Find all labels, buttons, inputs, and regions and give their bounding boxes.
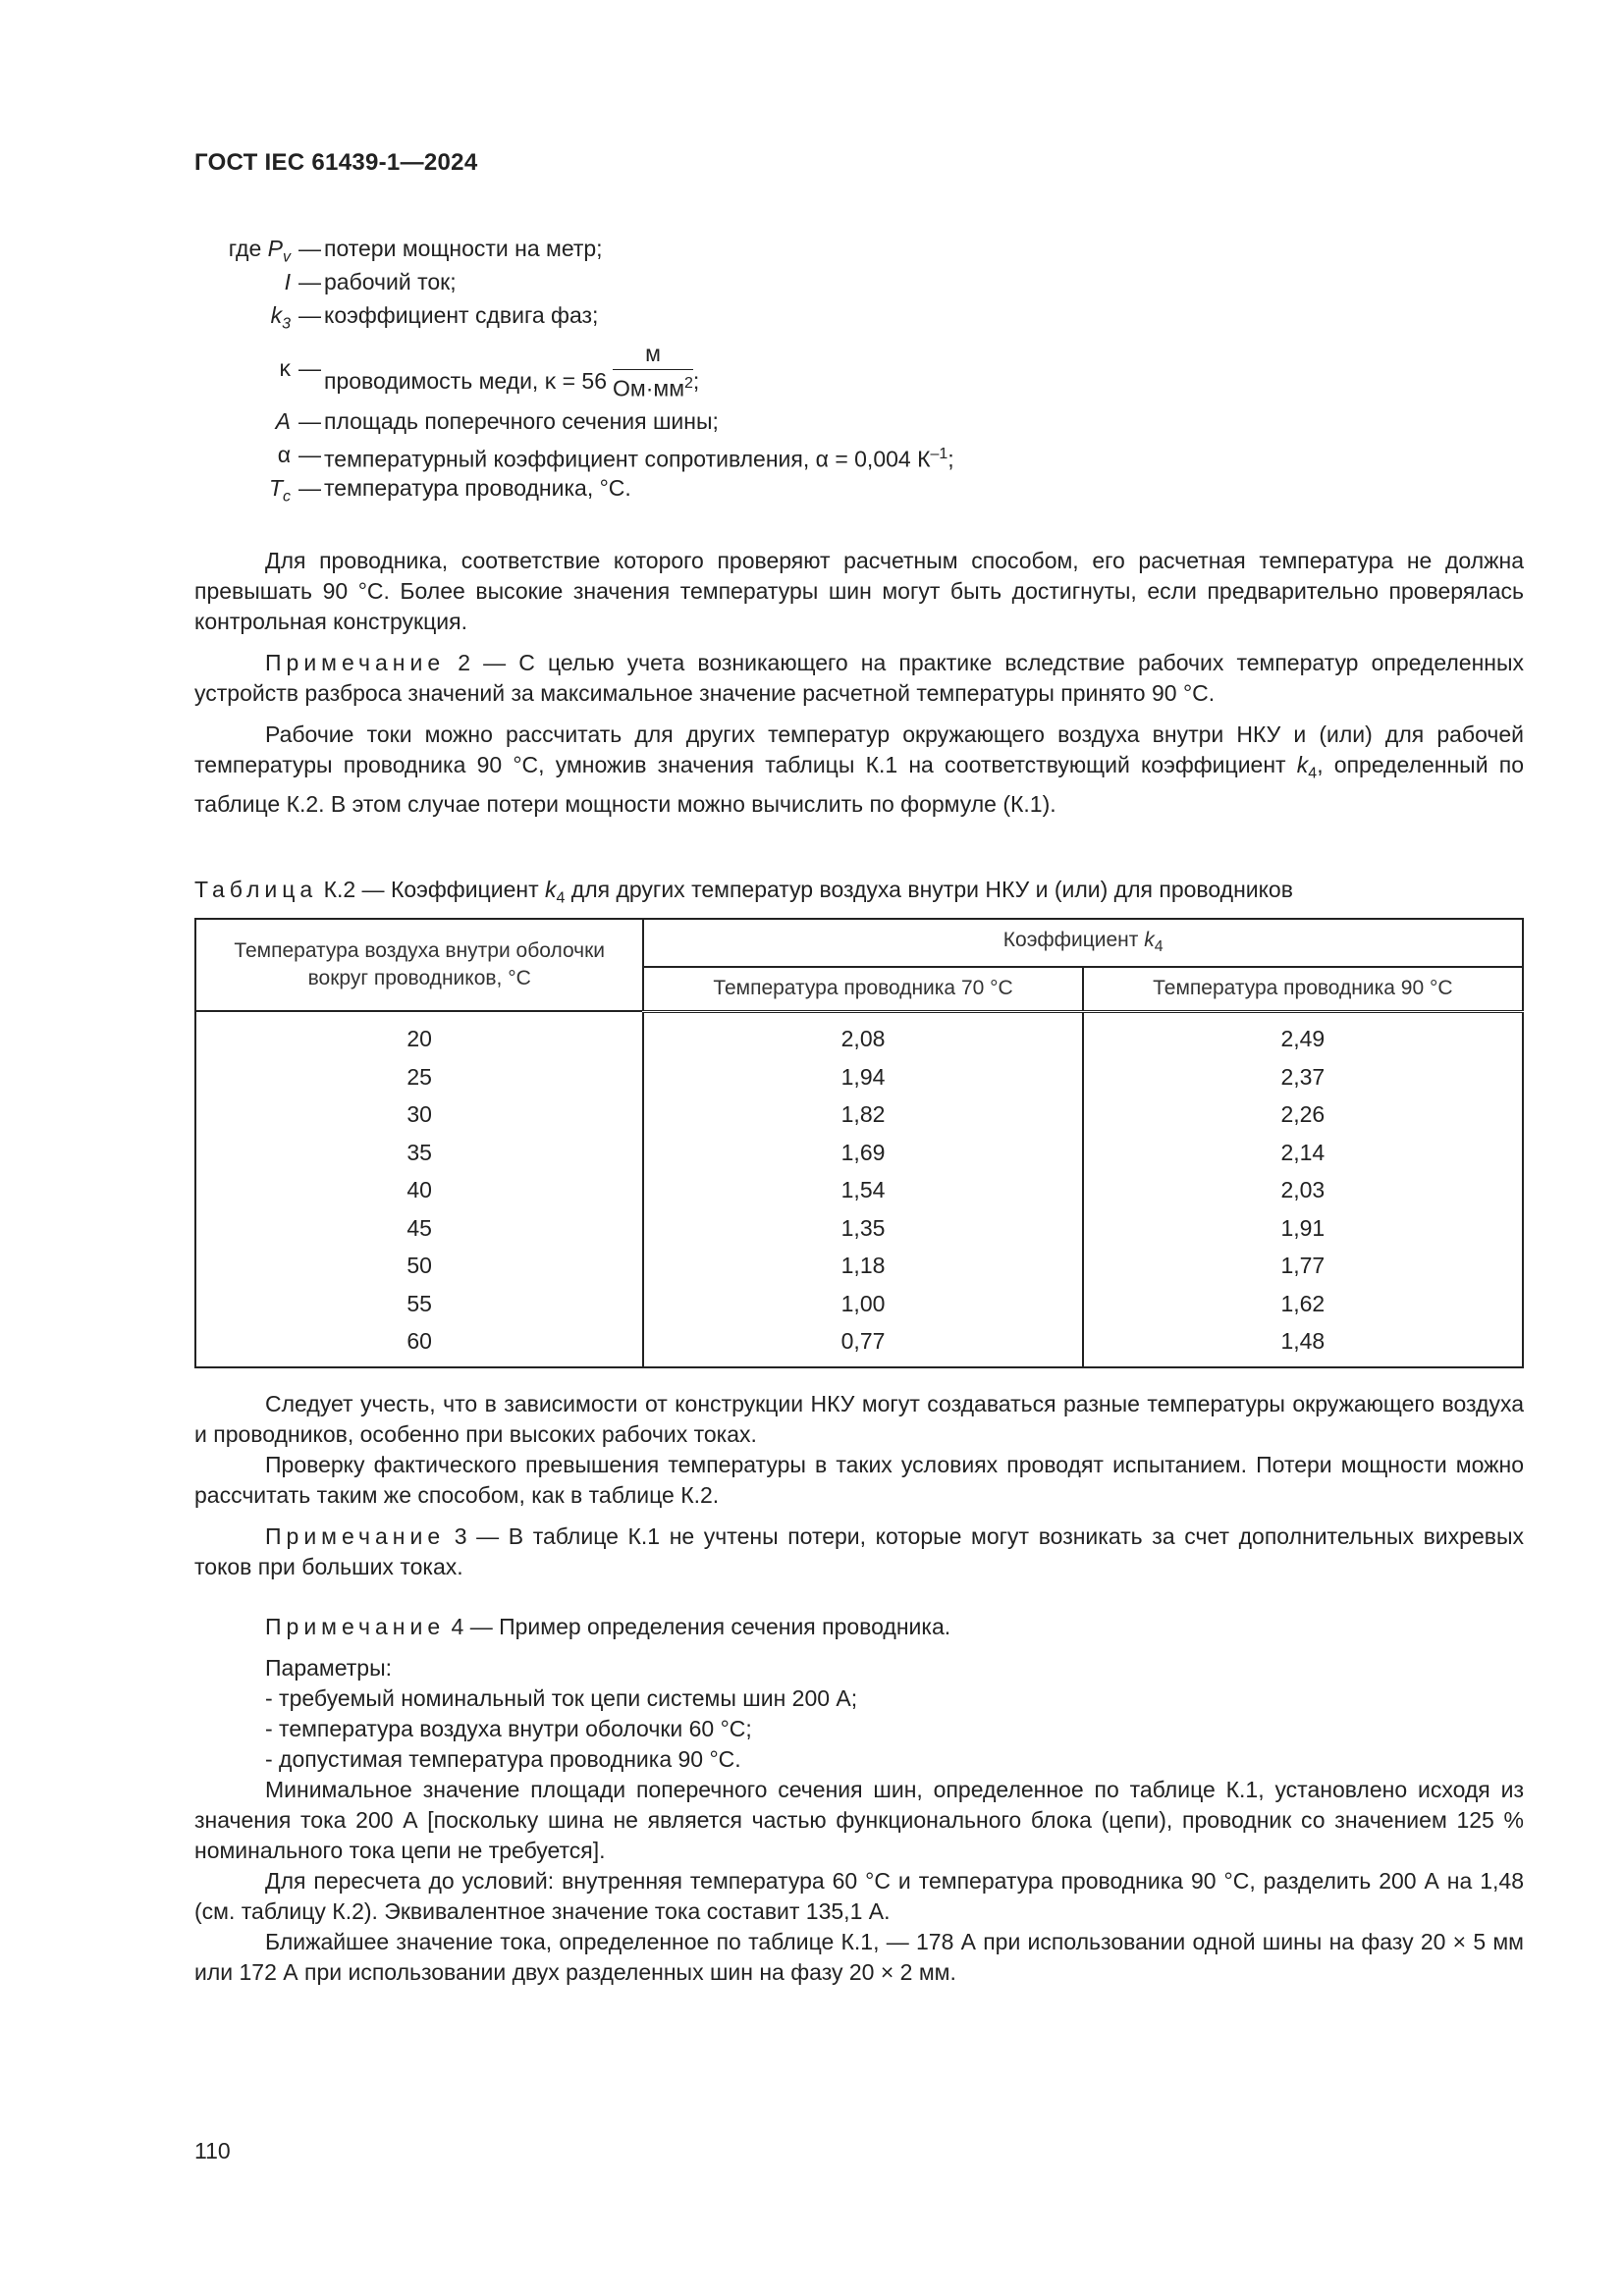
definition-text: температурный коэффициент сопротивления, α = 0,004 К	[324, 446, 931, 472]
dash: —	[298, 236, 321, 261]
closing-text	[194, 1389, 1524, 1988]
dash: —	[298, 408, 321, 434]
symbol: k	[270, 302, 283, 328]
k4-70-cell: 1,94	[643, 1058, 1082, 1096]
note-3	[194, 1522, 1524, 1582]
note-2	[194, 648, 1524, 709]
dash: —	[298, 475, 321, 501]
k-subscript: 4	[1154, 938, 1164, 956]
k-subscript: 4	[1308, 765, 1318, 782]
params-list	[194, 1683, 1524, 1775]
list-item: - требуемый номинальный ток цепи системы шин 200 А;	[265, 1685, 858, 1711]
definition-kappa	[194, 332, 1471, 404]
air-temp-cell: 35	[195, 1134, 643, 1172]
symbol-subscript: v	[283, 248, 291, 266]
table-row	[195, 1096, 1523, 1135]
table-row	[195, 1172, 1523, 1210]
column-group-header: Коэффициент $k_4$	[643, 919, 1523, 967]
definition-pv	[194, 232, 1471, 265]
definition-tail: ;	[692, 367, 700, 394]
air-temp-cell: 45	[195, 1209, 643, 1248]
definition-text: рабочий ток;	[324, 269, 457, 294]
definition-prefix: где	[228, 236, 268, 261]
paragraph: Следует учесть, что в зависимости от конструкции НКУ могут создаваться разные температуры окружающего воздуха и проводников, особенно при высоких рабочих токах.	[194, 1391, 1524, 1447]
definition-a	[194, 404, 1471, 438]
k4-70-cell: 0,77	[643, 1323, 1082, 1368]
fraction-numerator: м	[613, 340, 693, 370]
paragraph: Ближайшее значение тока, определенное по таблице К.1, — 178 А при использовании одной шины на фазу 20 × 5 мм или 172 А при использовании двух разделенных шин на фазу 20 × 2 мм.	[194, 1929, 1524, 1985]
definition-tc	[194, 471, 1471, 505]
k4-90-cell: 2,26	[1083, 1096, 1523, 1135]
note-4	[194, 1612, 1524, 1642]
table-caption: Таблица К.2 — Коэффициент $k_4$ для других температур воздуха внутри НКУ и (или) для проводников	[194, 877, 1293, 907]
k4-90-cell: 1,91	[1083, 1209, 1523, 1248]
definition-k3	[194, 298, 1471, 332]
caption-label: Таблица	[194, 877, 318, 902]
k-symbol: k	[1296, 752, 1309, 777]
air-temp-cell: 25	[195, 1058, 643, 1096]
paragraph: Минимальное значение площади поперечного сечения шин, определенное по таблице К.1, установлено исходя из значения тока 200 А [поскольку шина не является частью функционального блока (цепи), проводник со значением 125 % номинального тока цепи не требуется].	[194, 1777, 1524, 1863]
list-item: - температура воздуха внутри оболочки 60 °С;	[265, 1716, 752, 1741]
definition-text: потери мощности на метр;	[324, 236, 603, 261]
definition-alpha	[194, 438, 1471, 471]
dash: —	[298, 355, 321, 381]
column-header-70: Температура проводника 70 °С	[643, 967, 1082, 1011]
air-temp-cell: 40	[195, 1172, 643, 1210]
air-temp-cell: 50	[195, 1248, 643, 1286]
paragraph: Проверку фактического превышения температуры в таких условиях проводят испытанием. Потери мощности можно рассчитать таким же способом, как в таблице К.2.	[194, 1452, 1524, 1508]
k4-70-cell: 1,18	[643, 1248, 1082, 1286]
k4-90-cell: 1,77	[1083, 1248, 1523, 1286]
definition-superscript: –1	[930, 446, 948, 462]
table-row	[195, 1323, 1523, 1368]
air-temp-cell: 60	[195, 1323, 643, 1368]
k-symbol: k	[1144, 929, 1155, 952]
table-row	[195, 1011, 1523, 1058]
unit-fraction	[613, 340, 693, 402]
air-temp-cell: 30	[195, 1096, 643, 1135]
definition-text: проводимость меди, κ = 56	[324, 367, 608, 394]
note-text: 2 — С целью учета возникающего на практике вследствие рабочих температур определенных устройств разброса значений за максимальное значение расчетной температуры принято 90 °С.	[194, 650, 1524, 706]
dash: —	[298, 302, 321, 328]
definition-tail: ;	[947, 446, 954, 472]
fraction-superscript: 2	[684, 375, 693, 392]
dash: —	[298, 442, 321, 467]
table-row	[195, 1209, 1523, 1248]
table-row	[195, 1058, 1523, 1096]
coefficient-table	[194, 918, 1524, 1368]
table-body	[195, 1011, 1523, 1367]
definition-text: температура проводника, °C.	[324, 475, 631, 501]
k4-70-cell: 1,35	[643, 1209, 1082, 1248]
k4-90-cell: 1,62	[1083, 1285, 1523, 1323]
note-text: 4 — Пример определения сечения проводника.	[445, 1614, 951, 1639]
table-row	[195, 1248, 1523, 1286]
k-symbol: k	[545, 877, 557, 902]
fraction-denominator: Ом·мм	[613, 375, 685, 401]
paragraph: Для пересчета до условий: внутренняя температура 60 °С и температура проводника 90 °С, разделить 200 А на 1,48 (см. таблицу К.2). Эквивалентное значение тока составит 135,1 А.	[194, 1868, 1524, 1924]
definition-text: коэффициент сдвига фаз;	[324, 302, 599, 328]
air-temp-cell: 55	[195, 1285, 643, 1323]
k4-90-cell: 2,37	[1083, 1058, 1523, 1096]
column-header-90: Температура проводника 90 °С	[1083, 967, 1523, 1011]
symbol: I	[284, 269, 291, 294]
paragraph: Рабочие токи можно рассчитать для других температур окружающего воздуха внутри НКУ и (или) для рабочей температуры проводника 90 °С, умножив значения таблицы К.1 на соответствующий коэффициент $k_4$, определенный по таблице К.2. В этом случае потери мощности можно вычислить по формуле (К.1).	[194, 721, 1524, 817]
symbol-subscript: с	[283, 488, 291, 506]
table-row	[195, 1134, 1523, 1172]
symbol-definitions	[194, 232, 1471, 505]
note-label: Примечание	[265, 1614, 446, 1639]
params-title: Параметры:	[265, 1655, 392, 1681]
note-label: Примечание	[265, 650, 446, 675]
k4-70-cell: 2,08	[643, 1011, 1082, 1058]
k4-70-cell: 1,69	[643, 1134, 1082, 1172]
list-item: - допустимая температура проводника 90 °С.	[265, 1746, 741, 1772]
k4-70-cell: 1,54	[643, 1172, 1082, 1210]
note-text: 3 — В таблице К.1 не учтены потери, которые могут возникать за счет дополнительных вихревых токов при больших токах.	[194, 1523, 1524, 1579]
k4-70-cell: 1,82	[643, 1096, 1082, 1135]
note-label: Примечание	[265, 1523, 446, 1549]
k4-90-cell: 2,14	[1083, 1134, 1523, 1172]
k4-70-cell: 1,00	[643, 1285, 1082, 1323]
table-row	[195, 1285, 1523, 1323]
intro-text	[194, 546, 1524, 820]
air-temp-cell: 20	[195, 1011, 643, 1058]
document-header: ГОСТ IEC 61439-1—2024	[194, 149, 478, 176]
symbol-subscript: 3	[282, 315, 291, 333]
symbol: α	[277, 442, 291, 467]
page-number: 110	[194, 2138, 231, 2163]
k4-90-cell: 2,49	[1083, 1011, 1523, 1058]
dash: —	[298, 269, 321, 294]
paragraph: Для проводника, соответствие которого проверяют расчетным способом, его расчетная температура не должна превышать 90 °С. Более высокие значения температуры шин могут быть достигнуты, если предварительно проверялась контрольная конструкция.	[194, 548, 1524, 634]
column-header-air-temp: Температура воздуха внутри оболочки вокруг проводников, °С	[195, 919, 643, 1011]
k4-90-cell: 1,48	[1083, 1323, 1523, 1368]
symbol: κ	[279, 355, 291, 381]
symbol: P	[267, 236, 283, 261]
symbol: T	[268, 475, 283, 501]
symbol: A	[275, 408, 291, 434]
k4-90-cell: 2,03	[1083, 1172, 1523, 1210]
definition-text: площадь поперечного сечения шины;	[324, 408, 719, 434]
definition-i	[194, 265, 1471, 298]
k-subscript: 4	[556, 889, 566, 907]
